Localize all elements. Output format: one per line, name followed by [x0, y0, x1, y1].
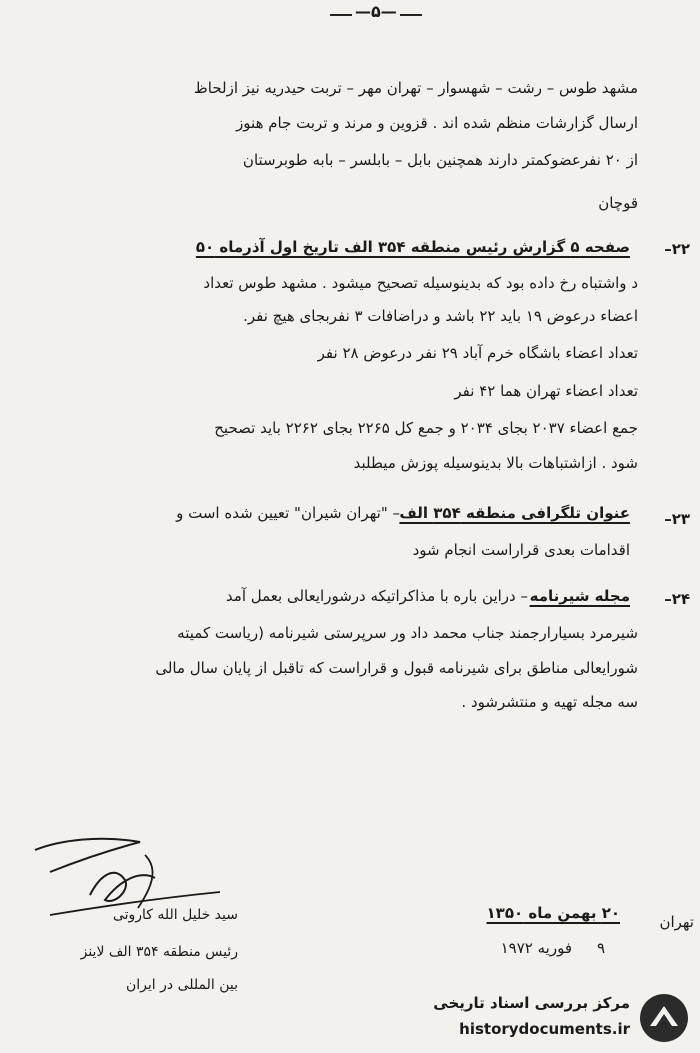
date-gregorian-month-year: فوریه ۱۹۷۲	[500, 939, 572, 957]
item-22-line-4: تعداد اعضاء تهران هما ۴۲ نفر	[454, 382, 638, 400]
intro-line-2: ارسال گزارشات منظم شده اند . قزوین و مرند و تربت جام هنوز	[236, 114, 638, 132]
signature-name: سید خلیل الله کاروتی	[112, 907, 238, 923]
watermark-title: مرکز بررسی اسناد تاریخی	[433, 994, 630, 1012]
item-23-line-1: اقدامات بعدی قراراست انجام شود	[412, 541, 630, 559]
intro-line-3: از ۲۰ نفرعضوکمتر دارند همچنین بابل – بابلسر – بابه طوبرستان	[242, 151, 638, 169]
signature-title: رئیس منطقه ۳۵۴ الف لاینز	[80, 944, 238, 960]
intro-line-1: مشهد طوس – رشت – شهسوار – تهران مهر – تربت حیدریه نیز ازلحاظ	[193, 79, 638, 97]
item-24-number: ۲۴–	[664, 590, 690, 608]
item-24-heading: مجله شیرنامه	[529, 587, 630, 605]
item-22-line-6: شود . ازاشتباهات بالا بدینوسیله پوزش میطلبد	[353, 454, 638, 472]
item-22-line-5: جمع اعضاء ۲۰۳۷ بجای ۲۰۳۴ و جمع کل ۲۲۶۵ بجای ۲۲۶۲ باید تصحیح	[214, 419, 638, 437]
signature-org: بین المللی در ایران	[126, 977, 238, 993]
item-22-line-1: د واشتباه رخ داده بود که بدینوسیله تصحیح میشود . مشهد طوس تعداد	[203, 274, 638, 292]
item-24-line-2: شورایعالی مناطق برای شیرنامه قبول و قراراست که تاقبل از پایان سال مالی	[155, 659, 638, 677]
intro-line-4: قوچان	[598, 194, 638, 212]
item-22-heading: صفحه ۵ گزارش رئیس منطقه ۳۵۴ الف تاریخ اول آذرماه ۵۰	[195, 238, 630, 256]
top-rule-left	[330, 14, 352, 16]
item-24-line-1: شیرمرد بسیارارجمند جناب محمد داد ور سرپرستی شیرنامه (ریاست کمیته	[177, 624, 638, 642]
item-22-line-3: تعداد اعضاء باشگاه خرم آباد ۲۹ نفر درعوض ۲۸ نفر	[317, 344, 638, 362]
watermark-url: historydocuments.ir	[459, 1020, 630, 1038]
item-23-heading-rest: – "تهران شیران" تعیین شده است و	[176, 504, 400, 522]
item-22-line-2: اعضاء درعوض ۱۹ باید ۲۲ باشد و دراضافات ۳ نفربجای هیچ نفر.	[243, 307, 638, 325]
item-22-number: ۲۲–	[664, 240, 690, 258]
date-city: تهران	[659, 913, 694, 931]
top-rule-right	[400, 14, 422, 16]
item-23-heading: عنوان تلگرافی منطقه ۳۵۴ الف	[399, 504, 630, 522]
item-23-number: ۲۳–	[664, 510, 690, 528]
item-24-heading-rest: – دراین باره با مذاکراتیکه درشورایعالی بعمل آمد	[225, 587, 528, 605]
date-gregorian-day: ۹	[596, 939, 605, 957]
date-persian: ۲۰ بهمن ماه ۱۳۵۰	[486, 904, 620, 922]
item-24-line-3: سه مجله تهیه و منتشرشود .	[461, 693, 638, 711]
watermark-logo-icon	[638, 992, 690, 1044]
page-number: —۵—	[355, 2, 397, 21]
